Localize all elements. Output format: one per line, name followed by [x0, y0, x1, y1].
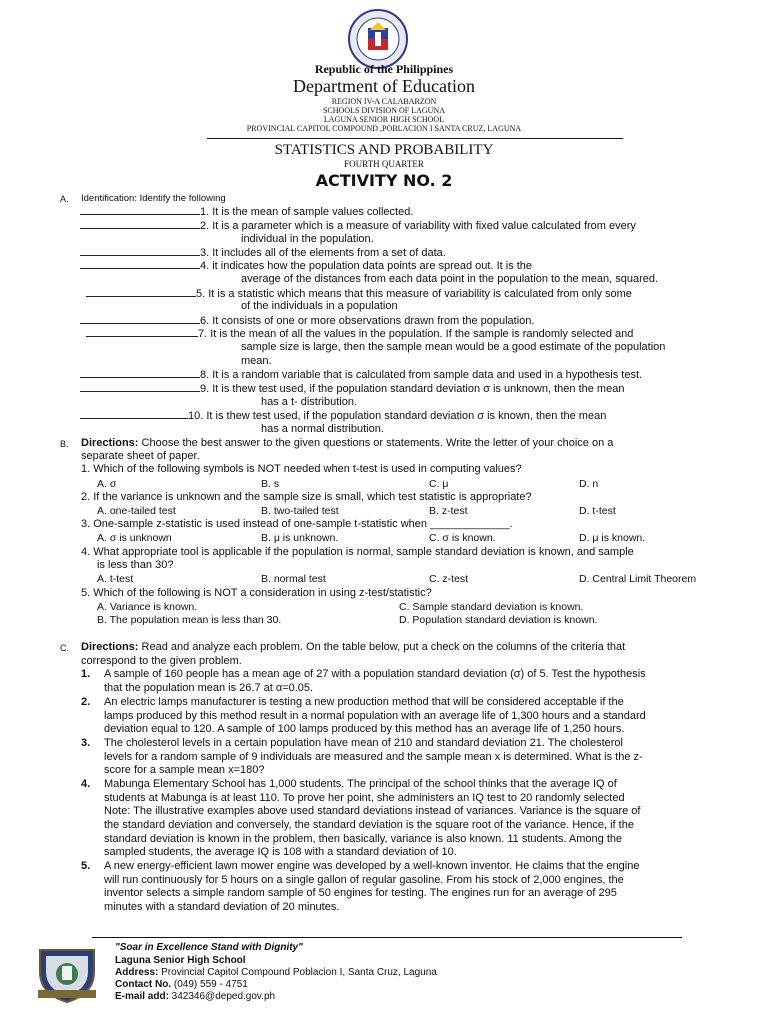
question-b5: 5. Which of the following is NOT a consideration in using z-test/statistic?: [81, 587, 432, 599]
footer-divider: [92, 937, 682, 938]
subject-title: STATISTICS AND PROBABILITY: [274, 142, 494, 158]
answer-blank[interactable]: [80, 409, 188, 419]
section-c-directions-cont: correspond to the given problem.: [81, 655, 242, 667]
option-b1-d[interactable]: D. n: [579, 478, 599, 490]
activity-title: ACTIVITY NO. 2: [315, 171, 453, 190]
header-school: LAGUNA SENIOR HIGH SCHOOL: [323, 115, 445, 124]
problem-4-line: Mabunga Elementary School has 1,000 students. The principal of the school thinks that the average IQ of: [104, 778, 617, 790]
item-a7-cont2: mean.: [241, 355, 272, 367]
section-a-letter: A.: [60, 194, 69, 204]
item-a3: 3. It includes all of the elements from a set of data.: [80, 246, 446, 260]
option-b5-a[interactable]: A. Variance is known.: [97, 601, 198, 613]
item-a7: 7. It is the mean of all the values in the population. If the sample is randomly selected and: [86, 327, 633, 341]
school-logo: [34, 942, 100, 1004]
problem-2-line: An electric lamps manufacturer is testing a new production method that will be considered acceptable if the: [104, 696, 624, 708]
section-b-letter: B.: [60, 439, 69, 449]
item-a7-cont: sample size is large, then the sample mean would be a good estimate of the population: [241, 341, 666, 353]
problem-2-num: 2.: [81, 696, 91, 708]
option-b2-b[interactable]: B. two-tailed test: [261, 505, 339, 517]
item-a5-cont: of the individuals in a population: [241, 300, 398, 312]
option-b2-c[interactable]: B. z-test: [429, 505, 468, 517]
question-b3: 3. One-sample z-statistic is used instead of one-sample t-statistic when _____________.: [81, 518, 513, 530]
problem-4-line: the standard deviation and conversely, the standard deviation is the square root of the variance. Hence, if the: [104, 819, 634, 831]
problem-2-line: deviation equal to 120. A sample of 100 lamps produced by this method has an average life of 1,250 hours.: [104, 723, 625, 735]
item-a10: 10. It is thew test used, if the population standard deviation σ is known, then the mean: [80, 409, 606, 423]
item-a1: 1. It is the mean of sample values collected.: [80, 205, 413, 219]
deped-seal: [346, 8, 410, 70]
item-a8: 8. It is a random variable that is calculated from sample data and used in a hypothesis test.: [80, 368, 642, 382]
problem-5-num: 5.: [81, 860, 91, 872]
answer-blank[interactable]: [86, 287, 196, 297]
problem-2-line: lamps produced by this method result in a normal population with an average life of 1,300 hours and a standard: [104, 710, 646, 722]
question-b4-cont: is less than 30?: [97, 559, 174, 571]
answer-blank[interactable]: [80, 314, 200, 324]
question-b4: 4. What appropriate tool is applicable if the population is normal, sample standard deviation is known, and sample: [81, 546, 634, 558]
footer-address: Address: Provincial Capitol Compound Poblacion I, Santa Cruz, Laguna: [115, 967, 437, 978]
section-a-heading: Identification: Identify the following: [81, 193, 226, 204]
problem-5-line: minutes with a standard deviation of 20 minutes.: [104, 901, 340, 913]
problem-3-line: score for a sample mean x=180?: [104, 764, 265, 776]
footer-email: E-mail add: 342346@deped.gov.ph: [115, 991, 276, 1002]
item-a6: 6. It consists of one or more observations drawn from the population.: [80, 314, 534, 328]
question-b1: 1. Which of the following symbols is NOT needed when t-test is used in computing values?: [81, 463, 522, 475]
header-divider: [207, 138, 623, 139]
header-address: PROVINCIAL CAPITOL COMPOUND ,POBLACION I SANTA CRUZ, LAGUNA: [246, 124, 522, 133]
answer-blank[interactable]: [80, 205, 200, 215]
question-b2: 2. If the variance is unknown and the sample size is small, which test statistic is appropriate?: [81, 491, 532, 503]
section-c-letter: C.: [60, 643, 69, 653]
footer-school: Laguna Senior High School: [115, 955, 246, 966]
quarter-label: FOURTH QUARTER: [344, 159, 424, 169]
section-b-directions-cont: separate sheet of paper.: [81, 450, 200, 462]
header-republic: Republic of the Philippines: [314, 62, 454, 76]
problem-5-line: inventor selects a simple random sample of 50 engines for testing. The engines run for an average of 295: [104, 887, 617, 899]
option-b4-d[interactable]: D. Central Limit Theorem: [579, 573, 697, 585]
option-b4-a[interactable]: A. t-test: [97, 573, 134, 585]
answer-blank[interactable]: [80, 246, 200, 256]
item-a5: 5. It is a statistic which means that this measure of variability is calculated from only some: [86, 287, 632, 301]
option-b5-c[interactable]: C. Sample standard deviation is known.: [399, 601, 584, 613]
footer-motto: "Soar in Excellence Stand with Dignity": [115, 942, 303, 953]
option-b5-b[interactable]: B. The population mean is less than 30.: [97, 614, 282, 626]
problem-1-line: that the population mean is 26.7 at α=0.05.: [104, 682, 314, 694]
problem-4-line: Note: The illustrative examples above used standard deviations instead of variances. Variance is the square of: [104, 805, 641, 817]
problem-4-line: standard deviation is known in the problem, then basically, variance is also known. 11 students. Among the: [104, 833, 623, 845]
option-b3-a[interactable]: A. σ is unknown: [97, 532, 172, 544]
problem-4-line: students at Mabunga is at least 110. To prove her point, she administers an IQ test to 20 randomly selected: [104, 792, 625, 804]
problem-5-line: A new energy-efficient lawn mower engine was developed by a well-known inventor. He claims that the engine: [104, 860, 640, 872]
item-a2-cont: individual in the population.: [241, 233, 374, 245]
item-a4-cont: average of the distances from each data point in the population to the mean, squared.: [241, 273, 659, 285]
problem-4-num: 4.: [81, 778, 91, 790]
problem-1-num: 1.: [81, 668, 91, 680]
option-b1-b[interactable]: B. s: [261, 478, 280, 490]
problem-4-line: sampled students, the average IQ is 108 with a standard deviation of 10.: [104, 846, 457, 858]
footer-contact: Contact No. (049) 559 - 4751: [115, 979, 248, 990]
answer-blank[interactable]: [80, 382, 200, 392]
option-b5-d[interactable]: D. Population standard deviation is known.: [399, 614, 598, 626]
option-b2-d[interactable]: D. t-test: [579, 505, 616, 517]
section-c-directions: Directions: Read and analyze each problem. On the table below, put a check on the columns of the criteria that: [81, 641, 626, 653]
problem-5-line: will run continuously for 5 hours on a single gallon of regular gasoline. From his stock of 2,000 engines, the: [104, 874, 624, 886]
answer-blank[interactable]: [80, 368, 200, 378]
option-b3-d[interactable]: D. μ is known.: [579, 532, 646, 544]
option-b3-b[interactable]: B. μ is unknown.: [261, 532, 339, 544]
option-b4-b[interactable]: B. normal test: [261, 573, 326, 585]
answer-blank[interactable]: [86, 327, 198, 337]
problem-3-line: The cholesterol levels in a certain population have mean of 210 and standard deviation 21. The cholesterol: [104, 737, 623, 749]
answer-blank[interactable]: [80, 259, 200, 269]
item-a4: 4. it indicates how the population data points are spread out. It is the: [80, 259, 532, 273]
answer-blank[interactable]: [80, 219, 200, 229]
problem-1-line: A sample of 160 people has a mean age of 27 with a population standard deviation (σ) of 5. Test the hypothesis: [104, 668, 646, 680]
problem-3-num: 3.: [81, 737, 91, 749]
section-b-directions: Directions: Choose the best answer to the given questions or statements. Write the letter of your choice on a: [81, 437, 614, 449]
option-b1-a[interactable]: A. σ: [97, 478, 117, 490]
item-a2: 2. It is a parameter which is a measure of variability with fixed value calculated from every: [80, 219, 636, 233]
option-b4-c[interactable]: C. z-test: [429, 573, 469, 585]
item-a10-cont: has a normal distribution.: [261, 423, 384, 435]
option-b2-a[interactable]: A. one-tailed test: [97, 505, 176, 517]
option-b1-c[interactable]: C. μ: [429, 478, 449, 490]
item-a9-cont: has a t- distribution.: [261, 396, 357, 408]
header-region: REGION IV-A CALABARZON: [331, 97, 437, 106]
header-department: Department of Education: [293, 76, 475, 96]
problem-3-line: levels for a random sample of 9 individuals are measured and the sample mean x is determined. What is the z-: [104, 751, 643, 763]
header-division: SCHOOLS DIVISION OF LAGUNA: [322, 106, 445, 115]
item-a9: 9. It is thew test used, if the population standard deviation σ is unknown, then the mean: [80, 382, 624, 396]
option-b3-c[interactable]: C. σ is known.: [429, 532, 496, 544]
